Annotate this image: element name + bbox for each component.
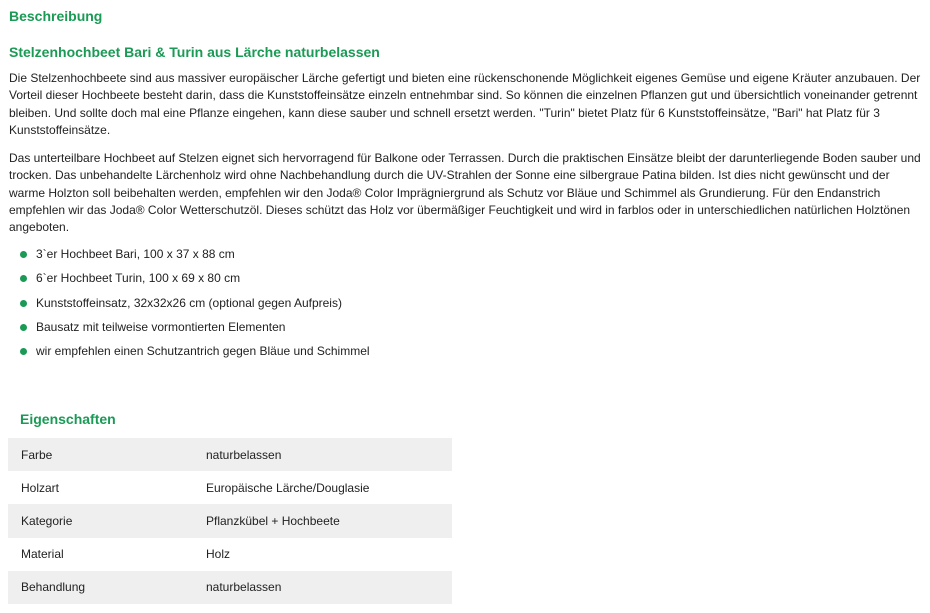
description-paragraph-2: Das unterteilbare Hochbeet auf Stelzen eignet sich hervorragend für Balkone oder Terrassen. Durch die praktischen Einsätze bleibt der darunterliegende Boden sauber und trocken. Das unbehandelte Lärchenholz wird ohne Nachbehandlung durch die UV-Strahlen der Sonne eine silbergraue Patina bilden. Ist dies nicht gewünscht und der warme Holzton soll beibehalten werden, empfehlen wir den Joda® Color Imprägniergrund als Schutz vor Bläue und Schimmel als Grundierung. Für den Endanstrich empfehlen wir das Joda® Color Wetterschutzöl. Dieses schützt das Holz vor übermäßiger Feuchtigkeit und wird in farblos oder in unterschiedlichen natürlichen Holztönen angeboten. xyxy=(9,151,921,235)
feature-text: Kunststoffeinsatz, 32x32x26 cm (optional gegen Aufpreis) xyxy=(36,295,342,310)
table-row xyxy=(8,438,452,471)
property-value: naturbelassen xyxy=(206,580,282,595)
bullet-icon xyxy=(20,300,27,307)
property-label: Kategorie xyxy=(21,513,73,528)
properties-heading: Eigenschaften xyxy=(20,411,116,427)
bullet-icon xyxy=(20,348,27,355)
list-item xyxy=(0,269,370,293)
feature-text: 6`er Hochbeet Turin, 100 x 69 x 80 cm xyxy=(36,271,241,286)
properties-table xyxy=(8,438,452,604)
feature-text: 3`er Hochbeet Bari, 100 x 37 x 88 cm xyxy=(36,247,235,261)
feature-text: wir empfehlen einen Schutzantrich gegen Bläue und Schimmel xyxy=(36,344,370,359)
table-row xyxy=(8,538,452,571)
property-label: Material xyxy=(21,547,64,562)
feature-list xyxy=(0,245,370,366)
property-label: Behandlung xyxy=(21,580,86,595)
description-paragraph-1: Die Stelzenhochbeete sind aus massiver europäischer Lärche gefertigt und bieten eine rückenschonende Möglichkeit eigenes Gemüse und eigene Kräuter anzubauen. Der Vorteil dieser Hochbeete besteht darin, dass die Kunststoffeinsätze einzeln entnehmbar sind. So können die einzelnen Pflanzen gut und übersichtlich voneinander getrennt bleiben. Und sollte doch mal eine Pflanze eingehen, kann diese sauber und schnell ersetzt werden. "Turin" bietet Platz für 6 Kunststoffeinsätze, "Bari" hat Platz für 3 Kunststoffeinsätze. xyxy=(9,71,921,137)
list-item xyxy=(0,342,370,366)
property-value: Holz xyxy=(206,547,231,562)
table-row xyxy=(8,571,452,604)
list-item xyxy=(0,245,370,269)
table-row xyxy=(8,471,452,504)
property-value: naturbelassen xyxy=(206,447,282,462)
bullet-icon xyxy=(20,324,27,331)
bullet-icon xyxy=(20,275,27,282)
product-title: Stelzenhochbeet Bari & Turin aus Lärche naturbelassen xyxy=(9,44,380,60)
description-heading: Beschreibung xyxy=(9,8,103,24)
property-label: Holzart xyxy=(21,480,60,495)
property-value: Pflanzkübel + Hochbeete xyxy=(206,513,340,528)
table-row xyxy=(8,504,452,537)
list-item xyxy=(0,294,370,318)
bullet-icon xyxy=(20,251,27,258)
property-label: Farbe xyxy=(21,447,53,462)
feature-text: Bausatz mit teilweise vormontierten Elementen xyxy=(36,319,286,334)
property-value: Europäische Lärche/Douglasie xyxy=(206,480,370,495)
list-item xyxy=(0,318,370,342)
